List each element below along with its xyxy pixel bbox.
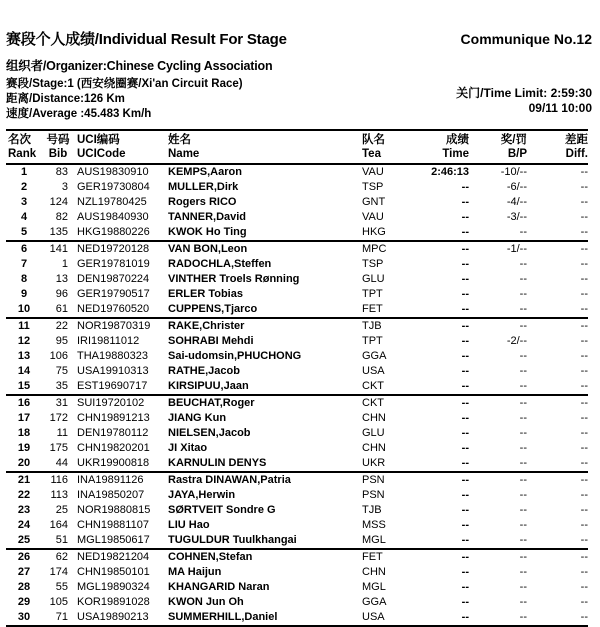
rank-cell: 4 <box>20 211 28 223</box>
ucicode-cell: NED19821204 <box>77 551 150 563</box>
column-header-rank: 名次 Rank <box>8 134 37 160</box>
bib-cell: 44 <box>55 457 68 469</box>
bib-cell: 174 <box>49 566 68 578</box>
time-cell: -- <box>461 489 469 501</box>
team-cell: MSS <box>362 519 386 531</box>
ucicode-cell: DEN19870224 <box>77 273 150 285</box>
rank-cell: 16 <box>17 397 31 409</box>
rank-cell: 19 <box>17 442 31 454</box>
bp-cell: -- <box>519 380 527 392</box>
name-cell: JI Xitao <box>168 442 208 454</box>
results-table-body <box>6 164 588 626</box>
team-cell: HKG <box>362 226 386 238</box>
name-cell: ERLER Tobias <box>168 288 243 300</box>
name-cell: RADOCHLA,Steffen <box>168 258 272 270</box>
ucicode-cell: GER19781019 <box>77 258 150 270</box>
diff-cell: -- <box>580 581 588 593</box>
rank-cell: 22 <box>17 489 31 501</box>
time-cell: -- <box>461 474 469 486</box>
time-cell: -- <box>461 457 469 469</box>
diff-cell: -- <box>580 350 588 362</box>
diff-cell: -- <box>580 380 588 392</box>
name-cell: JAYA,Herwin <box>168 489 236 501</box>
time-cell: -- <box>461 534 469 546</box>
bib-cell: 113 <box>50 489 68 501</box>
time-cell: -- <box>461 226 469 238</box>
bp-cell: -- <box>519 519 527 531</box>
bp-cell: -- <box>519 611 527 623</box>
rank-cell: 24 <box>17 519 31 531</box>
rank-cell: 15 <box>17 380 31 392</box>
table-row <box>6 488 588 503</box>
team-cell: TPT <box>362 288 383 300</box>
time-cell: -- <box>461 581 469 593</box>
rank-cell: 21 <box>17 474 31 486</box>
name-cell: KHANGARID Naran <box>168 581 270 593</box>
bp-cell: -- <box>519 566 527 578</box>
table-row <box>6 334 588 349</box>
diff-cell: -- <box>580 596 588 608</box>
diff-cell: -- <box>580 566 588 578</box>
ucicode-cell: UKR19900818 <box>77 457 150 469</box>
column-header-ucicode: UCI编码 UCICode <box>77 134 126 160</box>
bib-cell: 25 <box>55 504 68 516</box>
rank-cell: 10 <box>17 303 31 315</box>
table-row <box>6 379 588 395</box>
table-row <box>6 580 588 595</box>
team-cell: GGA <box>362 350 387 362</box>
results-table-container <box>6 129 594 627</box>
time-cell: -- <box>461 551 469 563</box>
rank-cell: 27 <box>17 566 31 578</box>
ucicode-cell: NOR19870319 <box>77 320 151 332</box>
table-row <box>6 272 588 287</box>
name-cell: MULLER,Dirk <box>168 181 239 193</box>
diff-cell: -- <box>580 474 588 486</box>
organizer-line: 组织者/Organizer:Chinese Cycling Association <box>6 59 273 73</box>
rank-cell: 6 <box>20 243 28 255</box>
table-row <box>6 349 588 364</box>
diff-cell: -- <box>580 288 588 300</box>
ucicode-cell: USA19890213 <box>77 611 149 623</box>
communique-number: Communique No.12 <box>460 31 592 47</box>
table-row <box>6 472 588 488</box>
diff-cell: -- <box>580 412 588 424</box>
bp-cell: -- <box>519 596 527 608</box>
table-row <box>6 364 588 379</box>
bib-cell: 135 <box>49 226 68 238</box>
diff-cell: -- <box>580 226 588 238</box>
name-cell: Rastra DINAWAN,Patria <box>168 474 291 486</box>
bp-cell: -- <box>519 504 527 516</box>
bib-cell: 83 <box>55 166 68 178</box>
ucicode-cell: INA19891126 <box>77 474 144 486</box>
bib-cell: 1 <box>61 258 68 270</box>
ucicode-cell: NOR19880815 <box>77 504 151 516</box>
team-cell: FET <box>362 551 383 563</box>
time-cell: 2:46:13 <box>431 166 469 178</box>
table-row <box>6 533 588 549</box>
bp-cell: -- <box>519 412 527 424</box>
table-row <box>6 287 588 302</box>
team-cell: TSP <box>362 258 384 270</box>
ucicode-cell: AUS19830910 <box>77 166 149 178</box>
table-row <box>6 225 588 241</box>
name-cell: Sai-udomsin,PHUCHONG <box>168 350 302 362</box>
bib-cell: 31 <box>55 397 68 409</box>
average-speed-line: 速度/Average :45.483 Km/h <box>6 108 152 120</box>
time-cell: -- <box>461 504 469 516</box>
bib-cell: 106 <box>49 350 68 362</box>
table-row <box>6 395 588 411</box>
rank-cell: 14 <box>17 365 31 377</box>
time-cell: -- <box>461 288 469 300</box>
name-cell: RAKE,Christer <box>168 320 245 332</box>
bib-cell: 116 <box>50 474 68 486</box>
name-cell: NIELSEN,Jacob <box>168 427 251 439</box>
ucicode-cell: GER19790517 <box>77 288 150 300</box>
diff-cell: -- <box>580 551 588 563</box>
name-cell: VINTHER Troels Rønning <box>168 273 300 285</box>
team-cell: FET <box>362 303 383 315</box>
table-row <box>6 456 588 472</box>
stage-line: 赛段/Stage:1 (西安绕圈赛/Xi'an Circuit Race) <box>6 78 243 90</box>
team-cell: GLU <box>362 273 385 285</box>
team-cell: VAU <box>362 166 384 178</box>
name-cell: VAN BON,Leon <box>168 243 248 255</box>
name-cell: Rogers RICO <box>168 196 237 208</box>
time-cell: -- <box>461 519 469 531</box>
name-cell: KIRSIPUU,Jaan <box>168 380 249 392</box>
time-cell: -- <box>461 303 469 315</box>
bib-cell: 61 <box>55 303 68 315</box>
ucicode-cell: KOR19891028 <box>77 596 150 608</box>
ucicode-cell: CHN19891213 <box>77 412 150 424</box>
diff-cell: -- <box>580 427 588 439</box>
diff-cell: -- <box>580 335 588 347</box>
bp-cell: -- <box>519 474 527 486</box>
diff-cell: -- <box>580 442 588 454</box>
diff-cell: -- <box>580 519 588 531</box>
rank-cell: 29 <box>17 596 31 608</box>
team-cell: TPT <box>362 335 383 347</box>
time-cell: -- <box>461 320 469 332</box>
diff-cell: -- <box>580 397 588 409</box>
name-cell: SØRTVEIT Sondre G <box>168 504 276 516</box>
bib-cell: 75 <box>55 365 68 377</box>
diff-cell: -- <box>580 181 588 193</box>
name-cell: SUMMERHILL,Daniel <box>168 611 278 623</box>
team-cell: USA <box>362 611 385 623</box>
bp-cell: -- <box>519 489 527 501</box>
name-cell: TANNER,David <box>168 211 247 223</box>
bp-cell: -- <box>519 288 527 300</box>
ucicode-cell: NED19760520 <box>77 303 150 315</box>
column-header-diff: 差距 Diff. <box>565 134 588 160</box>
rank-cell: 30 <box>17 611 31 623</box>
table-row <box>6 426 588 441</box>
rank-cell: 18 <box>17 427 31 439</box>
table-row <box>6 195 588 210</box>
ucicode-cell: EST19690717 <box>77 380 148 392</box>
team-cell: MGL <box>362 534 386 546</box>
team-cell: TSP <box>362 181 384 193</box>
team-cell: CKT <box>362 380 384 392</box>
ucicode-cell: THA19880323 <box>77 350 148 362</box>
distance-line: 距离/Distance:126 Km <box>6 93 125 105</box>
bib-cell: 96 <box>55 288 68 300</box>
table-row <box>6 503 588 518</box>
team-cell: GLU <box>362 427 385 439</box>
bp-cell: -- <box>519 258 527 270</box>
bib-cell: 22 <box>55 320 68 332</box>
name-cell: BEUCHAT,Roger <box>168 397 255 409</box>
rank-cell: 8 <box>20 273 28 285</box>
bp-cell: -- <box>519 442 527 454</box>
bp-cell: -4/-- <box>506 196 527 208</box>
table-row <box>6 257 588 272</box>
time-cell: -- <box>461 412 469 424</box>
ucicode-cell: IRI19811012 <box>77 335 140 347</box>
rank-cell: 9 <box>20 288 28 300</box>
bp-cell: -3/-- <box>506 211 527 223</box>
diff-cell: -- <box>580 258 588 270</box>
team-cell: GGA <box>362 596 387 608</box>
rank-cell: 7 <box>20 258 28 270</box>
column-header-team: 队名 Tea <box>362 134 385 160</box>
ucicode-cell: MGL19890324 <box>77 581 150 593</box>
name-cell: MA Haijun <box>168 566 222 578</box>
bp-cell: -- <box>519 534 527 546</box>
name-cell: KEMPS,Aaron <box>168 166 242 178</box>
bib-cell: 172 <box>49 412 68 424</box>
team-cell: CHN <box>362 412 386 424</box>
bib-cell: 82 <box>55 211 68 223</box>
time-cell: -- <box>461 273 469 285</box>
time-cell: -- <box>461 427 469 439</box>
table-row <box>6 549 588 565</box>
rank-cell: 17 <box>17 412 31 424</box>
bp-cell: -- <box>519 350 527 362</box>
time-cell: -- <box>461 196 469 208</box>
team-cell: PSN <box>362 474 385 486</box>
team-cell: CHN <box>362 566 386 578</box>
time-cell: -- <box>461 365 469 377</box>
ucicode-cell: MGL19850617 <box>77 534 150 546</box>
column-header-bib: 号码 Bib <box>46 134 70 160</box>
rank-cell: 20 <box>17 457 31 469</box>
bp-cell: -- <box>519 303 527 315</box>
diff-cell: -- <box>580 504 588 516</box>
name-cell: KWOK Ho Ting <box>168 226 247 238</box>
bib-cell: 95 <box>55 335 68 347</box>
time-cell: -- <box>461 566 469 578</box>
table-row <box>6 241 588 257</box>
bib-cell: 105 <box>49 596 68 608</box>
bp-cell: -- <box>519 457 527 469</box>
table-row <box>6 441 588 456</box>
ucicode-cell: CHN19850101 <box>77 566 150 578</box>
bp-cell: -- <box>519 551 527 563</box>
diff-cell: -- <box>580 489 588 501</box>
name-cell: CUPPENS,Tjarco <box>168 303 258 315</box>
time-cell: -- <box>461 181 469 193</box>
bp-cell: -6/-- <box>506 181 527 193</box>
table-row <box>6 164 588 180</box>
bp-cell: -- <box>519 320 527 332</box>
name-cell: RATHE,Jacob <box>168 365 240 377</box>
team-cell: TJB <box>362 504 382 516</box>
bib-cell: 62 <box>55 551 68 563</box>
team-cell: CKT <box>362 397 384 409</box>
rank-cell: 1 <box>20 166 28 178</box>
bib-cell: 13 <box>55 273 68 285</box>
bp-cell: -- <box>519 427 527 439</box>
time-cell: -- <box>461 397 469 409</box>
diff-cell: -- <box>580 611 588 623</box>
team-cell: GNT <box>362 196 386 208</box>
time-cell: -- <box>461 380 469 392</box>
bib-cell: 55 <box>55 581 68 593</box>
bib-cell: 164 <box>49 519 68 531</box>
date-time-line: 09/11 10:00 <box>528 101 592 115</box>
bib-cell: 11 <box>56 427 68 439</box>
bp-cell: -2/-- <box>506 335 527 347</box>
time-cell: -- <box>461 211 469 223</box>
name-cell: JIANG Kun <box>168 412 227 424</box>
team-cell: UKR <box>362 457 386 469</box>
ucicode-cell: CHN19881107 <box>77 519 149 531</box>
bp-cell: -- <box>519 365 527 377</box>
table-row <box>6 411 588 426</box>
name-cell: KARNULIN DENYS <box>168 457 267 469</box>
team-cell: PSN <box>362 489 385 501</box>
name-cell: TUGULDUR Tuulkhangai <box>168 534 297 546</box>
time-cell: -- <box>461 596 469 608</box>
bib-cell: 71 <box>55 611 68 623</box>
rank-cell: 28 <box>17 581 31 593</box>
rank-cell: 11 <box>18 320 30 332</box>
ucicode-cell: AUS19840930 <box>77 211 149 223</box>
bp-cell: -1/-- <box>506 243 527 255</box>
team-cell: CHN <box>362 442 386 454</box>
bib-cell: 124 <box>49 196 68 208</box>
rank-cell: 13 <box>17 350 31 362</box>
page-title: 赛段个人成绩/Individual Result For Stage <box>6 31 287 48</box>
ucicode-cell: NED19720128 <box>77 243 150 255</box>
diff-cell: -- <box>580 273 588 285</box>
bib-cell: 51 <box>55 534 68 546</box>
rank-cell: 25 <box>17 534 31 546</box>
table-row <box>6 210 588 225</box>
diff-cell: -- <box>580 320 588 332</box>
bp-cell: -- <box>519 226 527 238</box>
diff-cell: -- <box>580 211 588 223</box>
team-cell: USA <box>362 365 385 377</box>
diff-cell: -- <box>580 534 588 546</box>
ucicode-cell: USA19910313 <box>77 365 149 377</box>
column-header-bp: 奖/罚 B/P <box>500 134 527 160</box>
bp-cell: -- <box>519 581 527 593</box>
time-cell: -- <box>461 350 469 362</box>
rank-cell: 12 <box>17 335 31 347</box>
table-row <box>6 565 588 580</box>
rank-cell: 2 <box>20 181 28 193</box>
column-header-time: 成绩 Time <box>442 134 469 160</box>
diff-cell: -- <box>580 457 588 469</box>
bp-cell: -- <box>519 273 527 285</box>
name-cell: SOHRABI Mehdi <box>168 335 254 347</box>
rank-cell: 3 <box>20 196 28 208</box>
bib-cell: 3 <box>61 181 68 193</box>
column-header-name: 姓名 Name <box>168 134 200 160</box>
bp-cell: -10/-- <box>500 166 527 178</box>
time-cell: -- <box>461 258 469 270</box>
table-row <box>6 302 588 318</box>
rank-cell: 23 <box>17 504 31 516</box>
bib-cell: 141 <box>49 243 68 255</box>
table-row <box>6 180 588 195</box>
time-limit-line: 关门/Time Limit: 2:59:30 <box>456 86 592 100</box>
ucicode-cell: CHN19820201 <box>77 442 150 454</box>
table-row <box>6 595 588 610</box>
diff-cell: -- <box>580 243 588 255</box>
diff-cell: -- <box>580 303 588 315</box>
table-row <box>6 318 588 334</box>
diff-cell: -- <box>580 166 588 178</box>
table-row <box>6 518 588 533</box>
name-cell: LIU Hao <box>168 519 210 531</box>
ucicode-cell: SUI19720102 <box>77 397 145 409</box>
diff-cell: -- <box>580 196 588 208</box>
bp-cell: -- <box>519 397 527 409</box>
ucicode-cell: NZL19780425 <box>77 196 147 208</box>
team-cell: MPC <box>362 243 387 255</box>
ucicode-cell: DEN19780112 <box>77 427 149 439</box>
bib-cell: 175 <box>49 442 68 454</box>
results-table-header-row <box>6 130 588 164</box>
name-cell: KWON Jun Oh <box>168 596 244 608</box>
name-cell: COHNEN,Stefan <box>168 551 253 563</box>
rank-cell: 5 <box>20 226 28 238</box>
team-cell: MGL <box>362 581 386 593</box>
team-cell: VAU <box>362 211 384 223</box>
bib-cell: 35 <box>55 380 68 392</box>
time-cell: -- <box>461 335 469 347</box>
time-cell: -- <box>461 442 469 454</box>
diff-cell: -- <box>580 365 588 377</box>
rank-cell: 26 <box>17 551 31 563</box>
time-cell: -- <box>461 243 469 255</box>
time-cell: -- <box>461 611 469 623</box>
ucicode-cell: HKG19880226 <box>77 226 150 238</box>
table-row <box>6 610 588 626</box>
ucicode-cell: INA19850207 <box>77 489 145 501</box>
ucicode-cell: GER19730804 <box>77 181 150 193</box>
results-table <box>6 129 588 627</box>
team-cell: TJB <box>362 320 382 332</box>
